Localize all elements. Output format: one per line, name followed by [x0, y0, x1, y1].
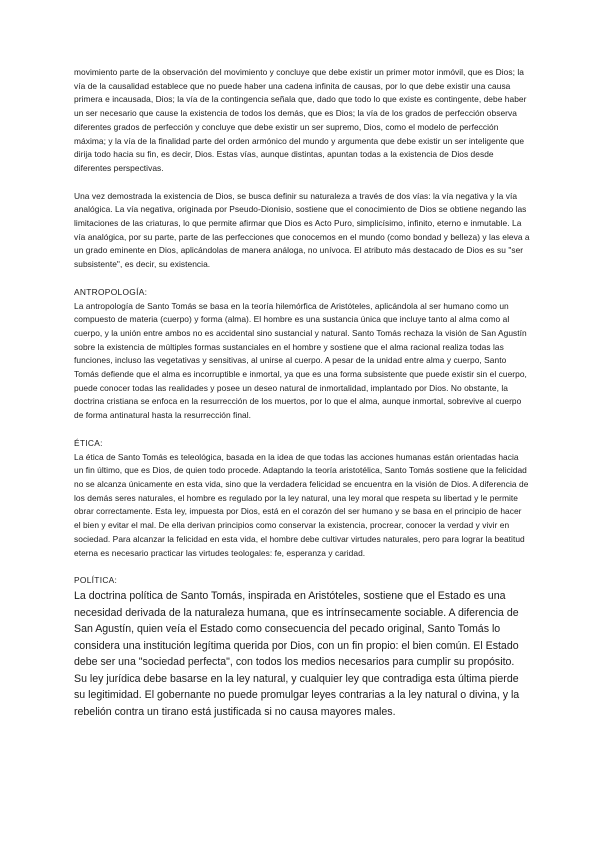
section-text-politica: La doctrina política de Santo Tomás, inspirada en Aristóteles, sostiene que el Estado es una necesidad derivada de la naturaleza humana, que es intrínsecamente sociable. A diferencia de San Agustín, quien veía el Estado como consecuencia del pecado original, Santo Tomás lo considera una institución legítima querida por Dios, con un fin propio: el bien común. El Estado debe ser una "sociedad perfecta", con todos los medios necesarios para cumplir su propósito. Su ley jurídica debe basarse en la ley natural, y cualquier ley que contradiga esta última pierde su legitimidad. El gobernante no puede promulgar leyes contrarias a la ley natural o divina, y la rebelión contra un tirano está justificada si no causa mayores males. [74, 589, 520, 719]
intro-paragraph-1: movimiento parte de la observación del movimiento y concluye que debe existir un primer motor inmóvil, que es Dios; la vía de la causalidad establece que no puede haber una cadena infinita de causas, por lo que debe existir una causa primera e incausada, Dios; la vía de la contingencia señala que, dado que todo lo que existe es contingente, debe haber un ser necesario que cause la existencia de todos los demás, que es Dios; la vía de los grados de perfección observa diferentes grados de perfección y concluye que debe existir un ser supremo, Dios, como el modelo de perfección máxima; y la vía de la finalidad parte del orden armónico del mundo y argumenta que debe existir un ser inteligente que dirija todo hacia su fin, es decir, Dios. Estas vías, aunque distintas, apuntan todas a la existencia de Dios desde diferentes perspectivas. [74, 67, 527, 173]
document-page [74, 66, 530, 721]
section-heading-etica: ÉTICA: [74, 437, 103, 448]
intro-paragraph-2: Una vez demostrada la existencia de Dios, se busca definir su naturaleza a través de dos vías: la vía negativa y la vía analógica. La vía negativa, originada por Pseudo-Dionisio, sostiene que el conocimiento de Dios se obtiene negando las limitaciones de las criaturas, lo que permite afirmar que Dios es Acto Puro, simplicísimo, infinito, eterno e inmutable. La vía analógica, por su parte, parte de las perfecciones que conocemos en el mundo (como bondad y belleza) y las eleva a un grado eminente en Dios, aplicándolas de manera análoga, no unívoca. El atributo más destacado de Dios es su "ser subsistente", es decir, su existencia. [74, 190, 530, 270]
section-heading-antropologia: ANTROPOLOGÍA: [74, 286, 148, 297]
section-heading-politica: POLÍTICA: [74, 575, 118, 586]
section-text-antropologia: La antropología de Santo Tomás se basa en la teoría hilemórfica de Aristóteles, aplicándola al ser humano como un compuesto de materia (cuerpo) y forma (alma). El hombre es una sustancia única que incluye tanto al alma como al cuerpo, y la unión entre ambos no es accidental sino sustancial y natural. Santo Tomás rechaza la visión de San Agustín sobre la existencia de múltiples formas sustanciales en el hombre y sostiene que el alma racional realiza todas las funciones, incluso las vegetativas y sensitivas, al unirse al cuerpo. A pesar de la unidad entre alma y cuerpo, Santo Tomás defiende que el alma es incorruptible e inmortal, ya que es una forma subsistente que puede existir sin el cuerpo, puede conocer todas las realidades y posee un deseo natural de inmortalidad, implantado por Dios. No obstante, la doctrina cristiana se enfoca en la resurrección de los muertos, por lo que el alma, aunque inmortal, sobrevive al cuerpo de forma antinatural hasta la resurrección final. [74, 300, 527, 421]
section-text-etica: La ética de Santo Tomás es teleológica, basada en la idea de que todas las acciones humanas están orientadas hacia un fin último, que es Dios, de quien todo procede. Adaptando la teoría aristotélica, Santo Tomás sostiene que la felicidad no se alcanza únicamente en esta vida, sino que la verdadera felicidad se encuentra en la visión de Dios. A diferencia de los demás seres naturales, el hombre es regulado por la ley natural, una ley moral que respeta su libertad y le permite obrar correctamente. Esta ley, impuesta por Dios, está en el corazón del ser humano y se basa en el principio de hacer el bien y evitar el mal. De ella derivan principios como conservar la existencia, procrear, conocer la verdad y vivir en sociedad. Para alcanzar la felicidad en esta vida, el hombre debe cultivar virtudes naturales, pero para lograr la beatitud eterna es necesario practicar las virtudes teologales: fe, esperanza y caridad. [74, 451, 529, 558]
